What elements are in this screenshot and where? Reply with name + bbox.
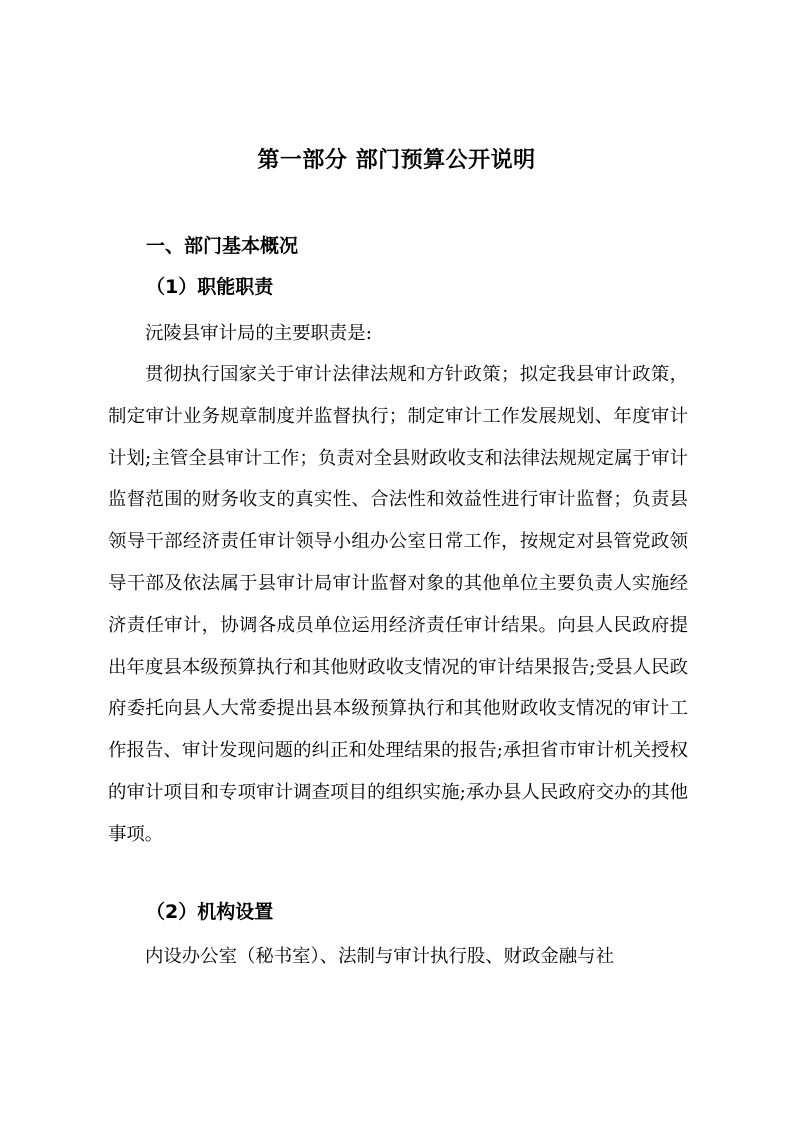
- functions-intro-paragraph: 沅陵县审计局的主要职责是:: [145, 323, 372, 344]
- section-heading-basic-overview: 一、部门基本概况: [146, 235, 299, 257]
- subsection-heading-functions: （1）职能职责: [146, 276, 274, 298]
- functions-body-paragraph: 贯彻执行国家关于审计法律法规和方针政策；拟定我县审计政策，制定审计业务规章制度并监督执行；制定审计工作发展规划、年度审计计划;主管全县审计工作；负责对全县财政收支和法律法规规定属于审计监督范围的财务收支的真实性、合法性和效益性进行审计监督；负责县领导干部经济责任审计领导小组办公室日常工作，按规定对县管党政领导干部及依法属于县审计局审计监督对象的其他单位主要负责人实施经济责任审计，协调各成员单位运用经济责任审计结果。向县人民政府提出年度县本级预算执行和其他财政收支情况的审计结果报告;受县人民政府委托向县人大常委提出县本级预算执行和其他财政收支情况的审计工作报告、审计发现问题的纠正和处理结果的报告;承担省市审计机关授权的审计项目和专项审计调查项目的组织实施;承办县人民政府交办的其他事项。: [108, 364, 688, 845]
- subsection-heading-organization: （2）机构设置: [146, 901, 274, 923]
- page-title: 第一部分 部门预算公开说明: [257, 148, 536, 173]
- organization-body-paragraph: 内设办公室（秘书室）、法制与审计执行股、财政金融与社: [145, 946, 614, 967]
